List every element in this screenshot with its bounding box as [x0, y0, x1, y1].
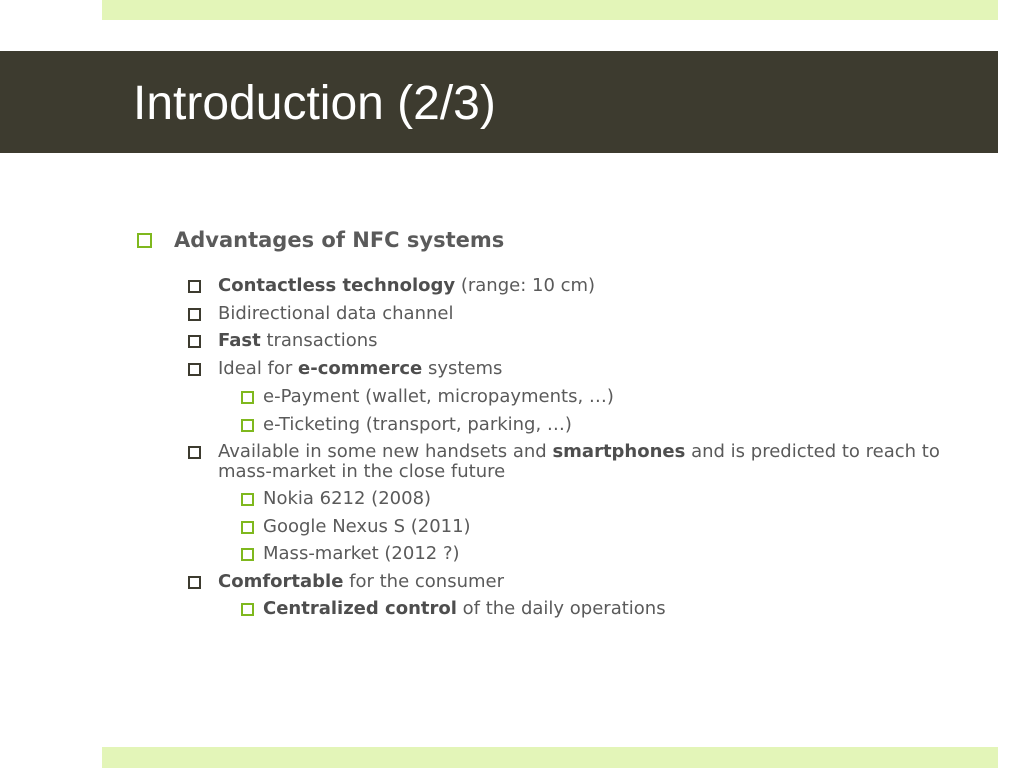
item-ideal-pre: Ideal for	[218, 358, 299, 379]
bullet-square-icon	[137, 233, 152, 248]
item-epayment: e-Payment (wallet, micropayments, …)	[263, 386, 614, 407]
item-massmarket: Mass-market (2012 ?)	[263, 543, 460, 564]
item-available-bold: smartphones	[552, 441, 686, 462]
bullet-square-icon	[241, 493, 254, 506]
item-ideal	[218, 357, 502, 381]
bullet-square-icon	[241, 521, 254, 534]
item-ideal-rest: systems	[422, 358, 503, 379]
item-eticketing: e-Ticketing (transport, parking, …)	[263, 414, 572, 435]
item-ideal-bold: e-commerce	[298, 358, 423, 379]
item-available-pre: Available in some new handsets and	[218, 441, 553, 462]
bottom-accent-band	[102, 747, 998, 768]
bullet-square-icon	[188, 335, 201, 348]
bullet-square-icon	[241, 548, 254, 561]
bullet-square-icon	[188, 308, 201, 321]
item-comfortable-rest: for the consumer	[343, 571, 504, 592]
item-centralized	[263, 597, 666, 621]
bullet-square-icon	[188, 576, 201, 589]
bullet-square-icon	[188, 280, 201, 293]
bullet-square-icon	[241, 391, 254, 404]
item-available	[218, 442, 978, 482]
slide-title: Introduction (2/3)	[133, 77, 496, 130]
item-bidirectional: Bidirectional data channel	[218, 303, 454, 324]
item-centralized-rest: of the daily operations	[456, 598, 666, 619]
item-comfortable	[218, 570, 504, 594]
item-nokia: Nokia 6212 (2008)	[263, 488, 432, 509]
item-fast	[218, 329, 378, 353]
item-comfortable-bold: Comfortable	[218, 571, 344, 592]
item-contactless-bold: Contactless technology	[218, 275, 456, 296]
item-fast-rest: transactions	[260, 330, 378, 351]
bullet-square-icon	[241, 419, 254, 432]
item-nexus: Google Nexus S (2011)	[263, 516, 471, 537]
bullet-square-icon	[188, 446, 201, 459]
bullet-square-icon	[241, 603, 254, 616]
top-accent-band	[102, 0, 998, 20]
item-available-rest: and is predicted to reach to mass-market in the close future	[218, 441, 940, 482]
item-contactless	[218, 274, 595, 298]
heading-advantages: Advantages of NFC systems	[174, 228, 505, 252]
bullet-square-icon	[188, 363, 201, 376]
item-contactless-rest: (range: 10 cm)	[455, 275, 596, 296]
item-centralized-bold: Centralized control	[263, 598, 457, 619]
item-fast-bold: Fast	[218, 330, 261, 351]
